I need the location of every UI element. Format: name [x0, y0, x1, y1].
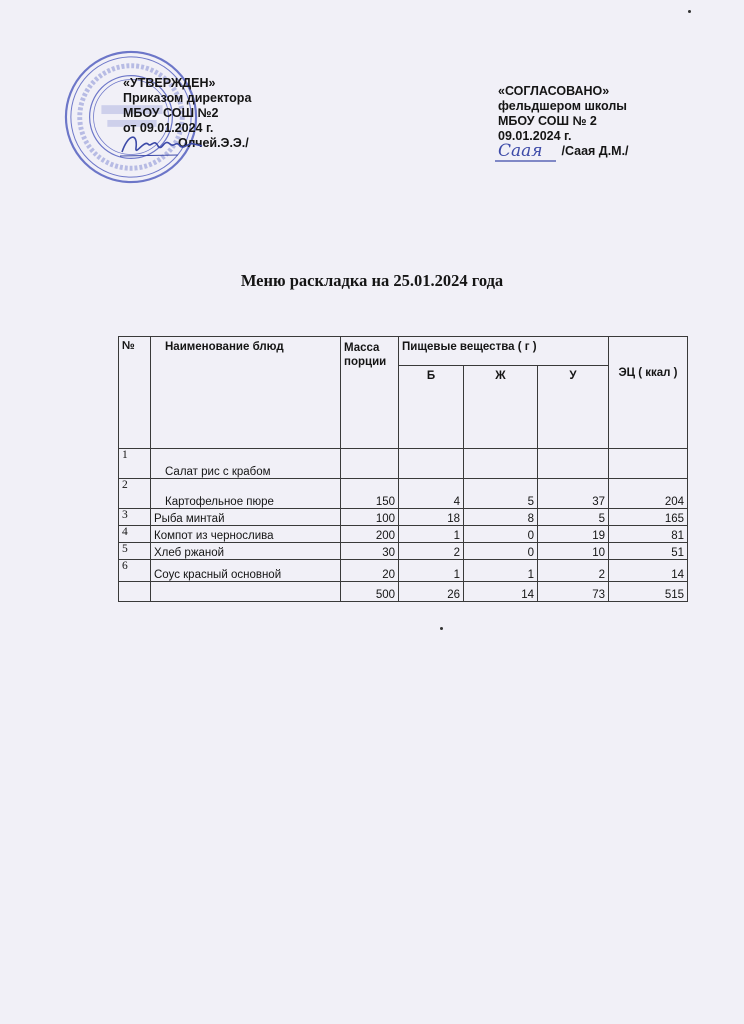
table-row: [119, 449, 688, 479]
carbs-value: 2: [538, 560, 609, 582]
approved-date-line: от 09.01.2024 г.: [123, 121, 214, 135]
portion-mass: 200: [341, 526, 399, 543]
energy-value: 14: [609, 560, 688, 582]
total-mass: 500: [341, 582, 399, 602]
approved-heading: «УТВЕРЖДЕН»: [123, 76, 216, 90]
table-row: [119, 526, 688, 543]
row-number: 2: [119, 479, 151, 509]
header-portion-mass: Масса порции: [341, 337, 399, 449]
table-row: [119, 560, 688, 582]
table-row: [119, 543, 688, 560]
menu-table: [118, 336, 688, 602]
dish-name: Рыба минтай: [151, 509, 341, 526]
row-number: 3: [119, 509, 151, 526]
row-number: 4: [119, 526, 151, 543]
row-number: 5: [119, 543, 151, 560]
paper-speck: [688, 10, 691, 13]
dish-name: Компот из чернослива: [151, 526, 341, 543]
protein-value: 1: [399, 526, 464, 543]
medic-signature-text: Саая: [498, 141, 543, 161]
menu-rows: [119, 449, 688, 582]
header-number: №: [119, 337, 151, 449]
total-empty-num: [119, 582, 151, 602]
carbs-value: 37: [538, 479, 609, 509]
protein-value: 1: [399, 560, 464, 582]
protein-value: 4: [399, 479, 464, 509]
header-carbs: У: [538, 366, 609, 449]
table-row: [119, 479, 688, 509]
energy-value: 204: [609, 479, 688, 509]
carbs-value: [538, 449, 609, 479]
carbs-value: 19: [538, 526, 609, 543]
header-fat: Ж: [464, 366, 538, 449]
fat-value: 5: [464, 479, 538, 509]
portion-mass: 150: [341, 479, 399, 509]
dish-name: Хлеб ржаной: [151, 543, 341, 560]
protein-value: 2: [399, 543, 464, 560]
director-signature: [118, 128, 204, 162]
agreed-date-line: 09.01.2024 г.: [498, 129, 572, 143]
fat-value: 1: [464, 560, 538, 582]
protein-value: 18: [399, 509, 464, 526]
dish-name: Картофельное пюре: [151, 479, 341, 509]
fat-value: [464, 449, 538, 479]
energy-value: [609, 449, 688, 479]
carbs-value: 10: [538, 543, 609, 560]
energy-value: 165: [609, 509, 688, 526]
total-empty-name: [151, 582, 341, 602]
energy-value: 51: [609, 543, 688, 560]
energy-value: 81: [609, 526, 688, 543]
agreed-name: /Саая Д.М./: [558, 144, 629, 158]
total-fat: 14: [464, 582, 538, 602]
portion-mass: [341, 449, 399, 479]
total-protein: 26: [399, 582, 464, 602]
row-number: 1: [119, 449, 151, 479]
agreed-heading: «СОГЛАСОВАНО»: [498, 84, 610, 98]
header-protein: Б: [399, 366, 464, 449]
portion-mass: 100: [341, 509, 399, 526]
total-energy: 515: [609, 582, 688, 602]
row-number: 6: [119, 560, 151, 582]
fat-value: 0: [464, 543, 538, 560]
fat-value: 0: [464, 526, 538, 543]
dish-name: Соус красный основной: [151, 560, 341, 582]
header-dish-name: Наименование блюд: [151, 337, 341, 449]
dish-name: Салат рис с крабом: [151, 449, 341, 479]
agreed-school-line: МБОУ СОШ № 2: [498, 114, 597, 128]
medic-signature: [494, 136, 558, 164]
protein-value: [399, 449, 464, 479]
agreed-role-line: фельдшером школы: [498, 99, 627, 113]
table-row: [119, 509, 688, 526]
approved-order-line: Приказом директора: [123, 91, 252, 105]
portion-mass: 20: [341, 560, 399, 582]
paper-speck: [440, 627, 443, 630]
total-row: [119, 582, 688, 602]
approved-name-line: Олчей.Э.Э./: [178, 136, 249, 150]
fat-value: 8: [464, 509, 538, 526]
header-nutrients: Пищевые вещества ( г ): [399, 337, 609, 366]
menu-title: Меню раскладка на 25.01.2024 года: [240, 271, 504, 290]
header-energy: ЭЦ ( ккал ): [609, 337, 688, 449]
total-carbs: 73: [538, 582, 609, 602]
carbs-value: 5: [538, 509, 609, 526]
approved-school-line: МБОУ СОШ №2: [123, 106, 219, 120]
portion-mass: 30: [341, 543, 399, 560]
